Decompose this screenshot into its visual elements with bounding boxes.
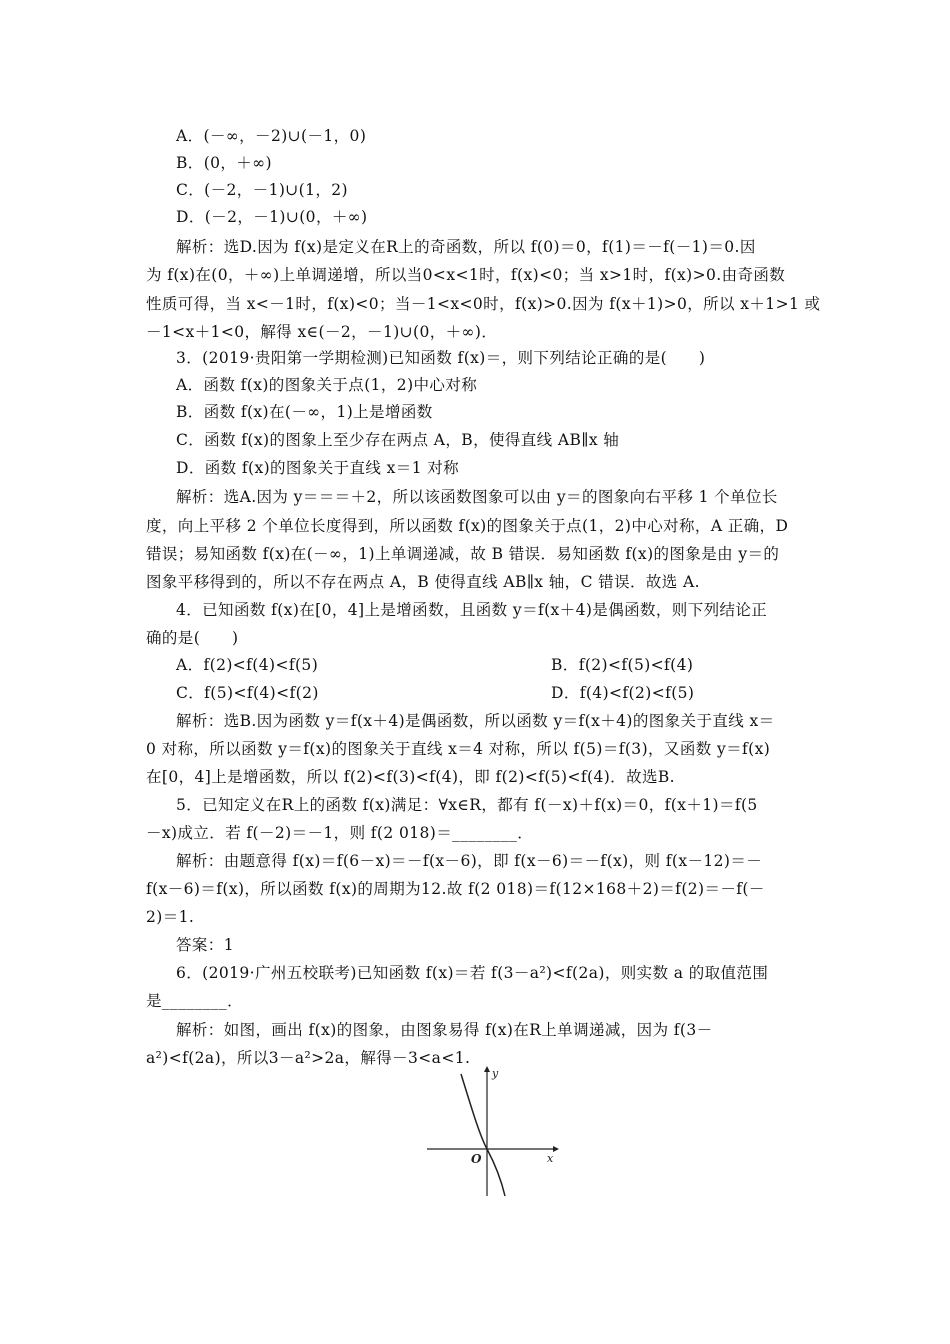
option-c-text: C．(－2，－1)∪(1，2) (176, 181, 348, 199)
question-3-option-a: A．函数 f(x)的图象关于点(1，2)中心对称 (176, 376, 478, 394)
solution-5-line-1: 解析：由题意得 f(x)＝f(6－x)＝－f(x－6)，即 f(x－6)＝－f(x)，则 f(x－12)＝－ (176, 852, 763, 870)
solution-3-line-3: 错误；易知函数 f(x)在(－∞，1)上单调递减，故 B 错误．易知函数 f(x)的图象是由 y＝的 (146, 545, 780, 563)
question-4-option-b: B．f(2)<f(5)<f(4) (551, 656, 694, 674)
option-b-text: B．(0，＋∞) (176, 154, 272, 172)
solution-5-line-2: f(x－6)＝f(x)，所以函数 f(x)的周期为12.故 f(2 018)＝f(12×168＋2)＝f(2)＝－f(－ (146, 880, 765, 898)
question-4-stem-line-1: 4．已知函数 f(x)在[0，4]上是增函数，且函数 y＝f(x＋4)是偶函数，则下列结论正 (176, 601, 768, 619)
solution-3-line-2: 度，向上平移 2 个单位长度得到，所以函数 f(x)的图象关于点(1，2)中心对称，A 正确，D (146, 517, 789, 535)
solution-2-line-2: 为 f(x)在(0，＋∞)上单调递增，所以当0<x<1时，f(x)<0；当 x>1时，f(x)>0.由奇函数 (146, 266, 786, 284)
question-4-option-a: A．f(2)<f(4)<f(5) (176, 656, 319, 674)
question-6-stem-line-1: 6．(2019·广州五校联考)已知函数 f(x)＝若 f(3－a²)<f(2a)，则实数 a 的取值范围 (176, 964, 769, 982)
solution-2-line-3: 性质可得，当 x<－1时，f(x)<0；当－1<x<0时，f(x)>0.因为 f(x＋1)>0，所以 x＋1>1 或 (146, 295, 821, 313)
solution-3-line-4: 图象平移得到的，所以不存在两点 A，B 使得直线 AB∥x 轴，C 错误．故选 A. (146, 573, 700, 591)
function-graph-figure (425, 1064, 560, 1199)
question-3-stem: 3．(2019·贵阳第一学期检测)已知函数 f(x)＝，则下列结论正确的是( ) (176, 349, 706, 367)
y-axis-arrow-icon (484, 1066, 490, 1072)
solution-6-line-2: a²)<f(2a)，所以3－a²>2a，解得－3<a<1. (146, 1049, 471, 1067)
solution-4-line-1: 解析：选B.因为函数 y＝f(x＋4)是偶函数，所以函数 y＝f(x＋4)的图象关于直线 x＝ (176, 712, 775, 730)
solution-4-line-2: 0 对称，所以函数 y＝f(x)的图象关于直线 x＝4 对称，所以 f(5)＝f(3)，又函数 y＝f(x) (146, 740, 771, 758)
question-5-stem-line-2: －x)成立．若 f(－2)＝－1，则 f(2 018)＝________． (146, 824, 534, 842)
answer-5: 答案：1 (176, 936, 234, 954)
option-a-text: A．(－∞，－2)∪(－1，0) (176, 127, 367, 145)
x-axis-label: x (547, 1152, 554, 1165)
solution-5-line-3: 2)＝1. (146, 908, 195, 926)
solution-6-line-1: 解析：如图，画出 f(x)的图象，由图象易得 f(x)在R上单调递减，因为 f(3－ (176, 1021, 713, 1039)
x-axis-arrow-icon (553, 1146, 559, 1152)
question-5-stem-line-1: 5．已知定义在R上的函数 f(x)满足：∀x∈R，都有 f(－x)＋f(x)＝0，f(x＋1)＝f(5 (176, 796, 758, 814)
option-d-text: D．(－2，－1)∪(0，＋∞) (176, 208, 368, 226)
question-3-option-d: D．函数 f(x)的图象关于直线 x＝1 对称 (176, 459, 460, 477)
solution-4-line-3: 在[0，4]上是增函数，所以 f(2)<f(3)<f(4)，即 f(2)<f(5)<f(4)．故选B. (146, 768, 675, 786)
y-axis-label: y (492, 1067, 499, 1080)
solution-2-line-4: －1<x＋1<0，解得 x∈(－2，－1)∪(0，＋∞)． (146, 323, 498, 341)
question-6-stem-line-2: 是________． (146, 992, 244, 1010)
solution-3-line-1: 解析：选A.因为 y＝＝＝＋2，所以该函数图象可以由 y＝的图象向右平移 1 个单位长 (176, 488, 778, 506)
solution-2-line-1: 解析：选D.因为 f(x)是定义在R上的奇函数，所以 f(0)＝0，f(1)＝－f(－1)＝0.因 (176, 238, 756, 256)
question-3-option-c: C．函数 f(x)的图象上至少存在两点 A，B，使得直线 AB∥x 轴 (176, 431, 620, 449)
origin-label: O (471, 1152, 482, 1166)
question-3-option-b: B．函数 f(x)在(－∞，1)上是增函数 (176, 403, 433, 421)
question-4-option-c: C．f(5)<f(4)<f(2) (176, 684, 319, 702)
function-curve (461, 1074, 505, 1196)
question-4-option-d: D．f(4)<f(2)<f(5) (551, 684, 695, 702)
question-4-stem-line-2: 确的是( ) (146, 629, 239, 647)
